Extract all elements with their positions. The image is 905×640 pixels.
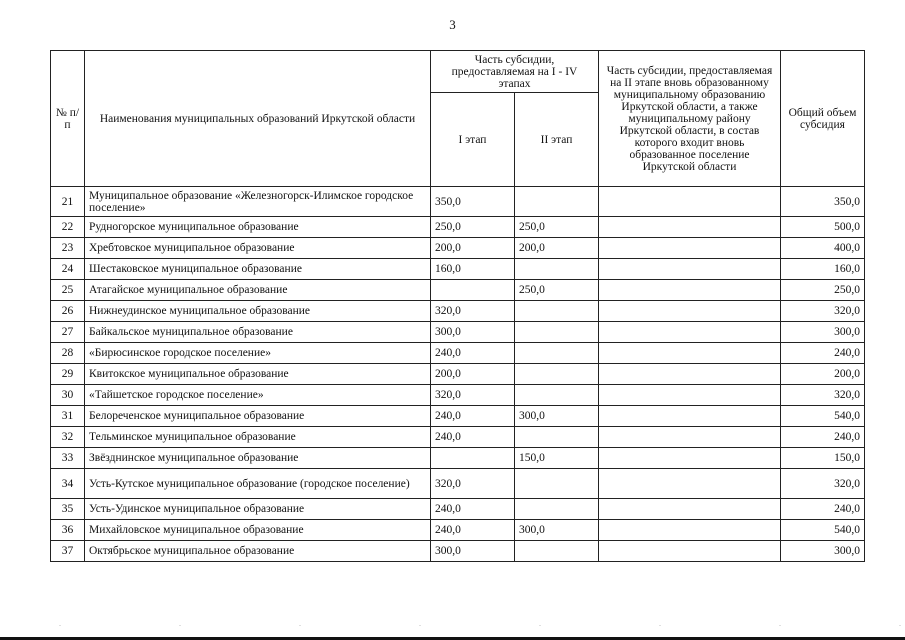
stage2-value	[515, 187, 599, 217]
new-settlement-value	[599, 322, 781, 343]
table-row	[51, 385, 865, 406]
table-row	[51, 364, 865, 385]
header-stage1: I этап	[431, 93, 515, 187]
table-row	[51, 322, 865, 343]
row-number: 22	[51, 217, 85, 238]
table-row	[51, 217, 865, 238]
table-row	[51, 520, 865, 541]
row-number: 36	[51, 520, 85, 541]
stage2-value	[515, 259, 599, 280]
stage1-value: 240,0	[431, 343, 515, 364]
municipality-name: «Тайшетское городское поселение»	[85, 385, 431, 406]
stage2-value: 150,0	[515, 448, 599, 469]
municipality-name: Белореченское муниципальное образование	[85, 406, 431, 427]
stage1-value: 250,0	[431, 217, 515, 238]
new-settlement-value	[599, 217, 781, 238]
stage2-value	[515, 343, 599, 364]
municipality-name: Октябрьское муниципальное образование	[85, 541, 431, 562]
stage1-value: 300,0	[431, 541, 515, 562]
stage2-value	[515, 364, 599, 385]
header-stages-group: Часть субсидии, предоставляемая на I - IV этапах	[431, 51, 599, 93]
stage2-value: 300,0	[515, 520, 599, 541]
stage2-value	[515, 541, 599, 562]
municipality-name: Атагайское муниципальное образование	[85, 280, 431, 301]
header-num: № п/п	[51, 51, 85, 187]
municipality-name: Рудногорское муниципальное образование	[85, 217, 431, 238]
total-value: 540,0	[781, 406, 865, 427]
stage2-value	[515, 301, 599, 322]
new-settlement-value	[599, 520, 781, 541]
header-name: Наименования муниципальных образований Иркутской области	[85, 51, 431, 187]
municipality-name: Шестаковское муниципальное образование	[85, 259, 431, 280]
total-value: 240,0	[781, 427, 865, 448]
stage1-value: 200,0	[431, 238, 515, 259]
new-settlement-value	[599, 448, 781, 469]
stage1-value: 320,0	[431, 469, 515, 499]
municipality-name: Хребтовское муниципальное образование	[85, 238, 431, 259]
header-stage2: II этап	[515, 93, 599, 187]
stage1-value: 200,0	[431, 364, 515, 385]
municipality-name: Байкальское муниципальное образование	[85, 322, 431, 343]
stage2-value	[515, 322, 599, 343]
table-row	[51, 187, 865, 217]
new-settlement-value	[599, 238, 781, 259]
new-settlement-value	[599, 301, 781, 322]
municipality-name: Квитокское муниципальное образование	[85, 364, 431, 385]
header-total: Общий объем субсидия	[781, 51, 865, 187]
total-value: 320,0	[781, 301, 865, 322]
table-row	[51, 499, 865, 520]
table-row	[51, 343, 865, 364]
row-number: 37	[51, 541, 85, 562]
stage1-value: 320,0	[431, 301, 515, 322]
stage2-value: 200,0	[515, 238, 599, 259]
stage1-value: 240,0	[431, 520, 515, 541]
table-body	[51, 187, 865, 562]
new-settlement-value	[599, 364, 781, 385]
stage1-value	[431, 448, 515, 469]
page-number: 3	[449, 17, 456, 32]
row-number: 27	[51, 322, 85, 343]
new-settlement-value	[599, 280, 781, 301]
new-settlement-value	[599, 187, 781, 217]
row-number: 33	[51, 448, 85, 469]
stage1-value: 320,0	[431, 385, 515, 406]
scan-artifact	[0, 625, 905, 626]
stage1-value	[431, 280, 515, 301]
table-row	[51, 238, 865, 259]
table-row	[51, 280, 865, 301]
row-number: 29	[51, 364, 85, 385]
table-row	[51, 427, 865, 448]
stage1-value: 240,0	[431, 427, 515, 448]
new-settlement-value	[599, 469, 781, 499]
municipality-name: «Бирюсинское городское поселение»	[85, 343, 431, 364]
table-row	[51, 259, 865, 280]
row-number: 23	[51, 238, 85, 259]
municipality-name: Усть-Кутское муниципальное образование (городское поселение)	[85, 469, 431, 499]
municipality-name: Муниципальное образование «Железногорск-Илимское городское поселение»	[85, 187, 431, 217]
total-value: 150,0	[781, 448, 865, 469]
stage1-value: 350,0	[431, 187, 515, 217]
stage2-value: 250,0	[515, 280, 599, 301]
total-value: 320,0	[781, 385, 865, 406]
row-number: 26	[51, 301, 85, 322]
row-number: 32	[51, 427, 85, 448]
municipality-name: Звёзднинское муниципальное образование	[85, 448, 431, 469]
row-number: 34	[51, 469, 85, 499]
header-new-settlement: Часть субсидии, предоставляемая на II этапе вновь образованному муниципальному образованию Иркутской области, а также муниципальному району Иркутской области, в состав которого входит вновь образованное поселение Иркутской области	[599, 51, 781, 187]
total-value: 300,0	[781, 322, 865, 343]
total-value: 240,0	[781, 343, 865, 364]
row-number: 35	[51, 499, 85, 520]
stage1-value: 160,0	[431, 259, 515, 280]
total-value: 200,0	[781, 364, 865, 385]
total-value: 500,0	[781, 217, 865, 238]
stage1-value: 240,0	[431, 499, 515, 520]
row-number: 31	[51, 406, 85, 427]
new-settlement-value	[599, 259, 781, 280]
new-settlement-value	[599, 343, 781, 364]
new-settlement-value	[599, 427, 781, 448]
table-row	[51, 541, 865, 562]
table-row	[51, 469, 865, 499]
total-value: 400,0	[781, 238, 865, 259]
stage2-value: 250,0	[515, 217, 599, 238]
total-value: 540,0	[781, 520, 865, 541]
row-number: 25	[51, 280, 85, 301]
stage2-value	[515, 385, 599, 406]
municipality-name: Усть-Удинское муниципальное образование	[85, 499, 431, 520]
municipality-name: Михайловское муниципальное образование	[85, 520, 431, 541]
new-settlement-value	[599, 385, 781, 406]
municipality-name: Нижнеудинское муниципальное образование	[85, 301, 431, 322]
new-settlement-value	[599, 541, 781, 562]
stage2-value	[515, 499, 599, 520]
total-value: 300,0	[781, 541, 865, 562]
table-row	[51, 448, 865, 469]
subsidy-table	[50, 50, 865, 562]
stage1-value: 300,0	[431, 322, 515, 343]
stage1-value: 240,0	[431, 406, 515, 427]
row-number: 28	[51, 343, 85, 364]
row-number: 24	[51, 259, 85, 280]
table-row	[51, 301, 865, 322]
stage2-value	[515, 427, 599, 448]
row-number: 21	[51, 187, 85, 217]
row-number: 30	[51, 385, 85, 406]
municipality-name: Тельминское муниципальное образование	[85, 427, 431, 448]
total-value: 160,0	[781, 259, 865, 280]
stage2-value: 300,0	[515, 406, 599, 427]
stage2-value	[515, 469, 599, 499]
new-settlement-value	[599, 406, 781, 427]
total-value: 350,0	[781, 187, 865, 217]
total-value: 250,0	[781, 280, 865, 301]
table-row	[51, 406, 865, 427]
new-settlement-value	[599, 499, 781, 520]
total-value: 240,0	[781, 499, 865, 520]
total-value: 320,0	[781, 469, 865, 499]
